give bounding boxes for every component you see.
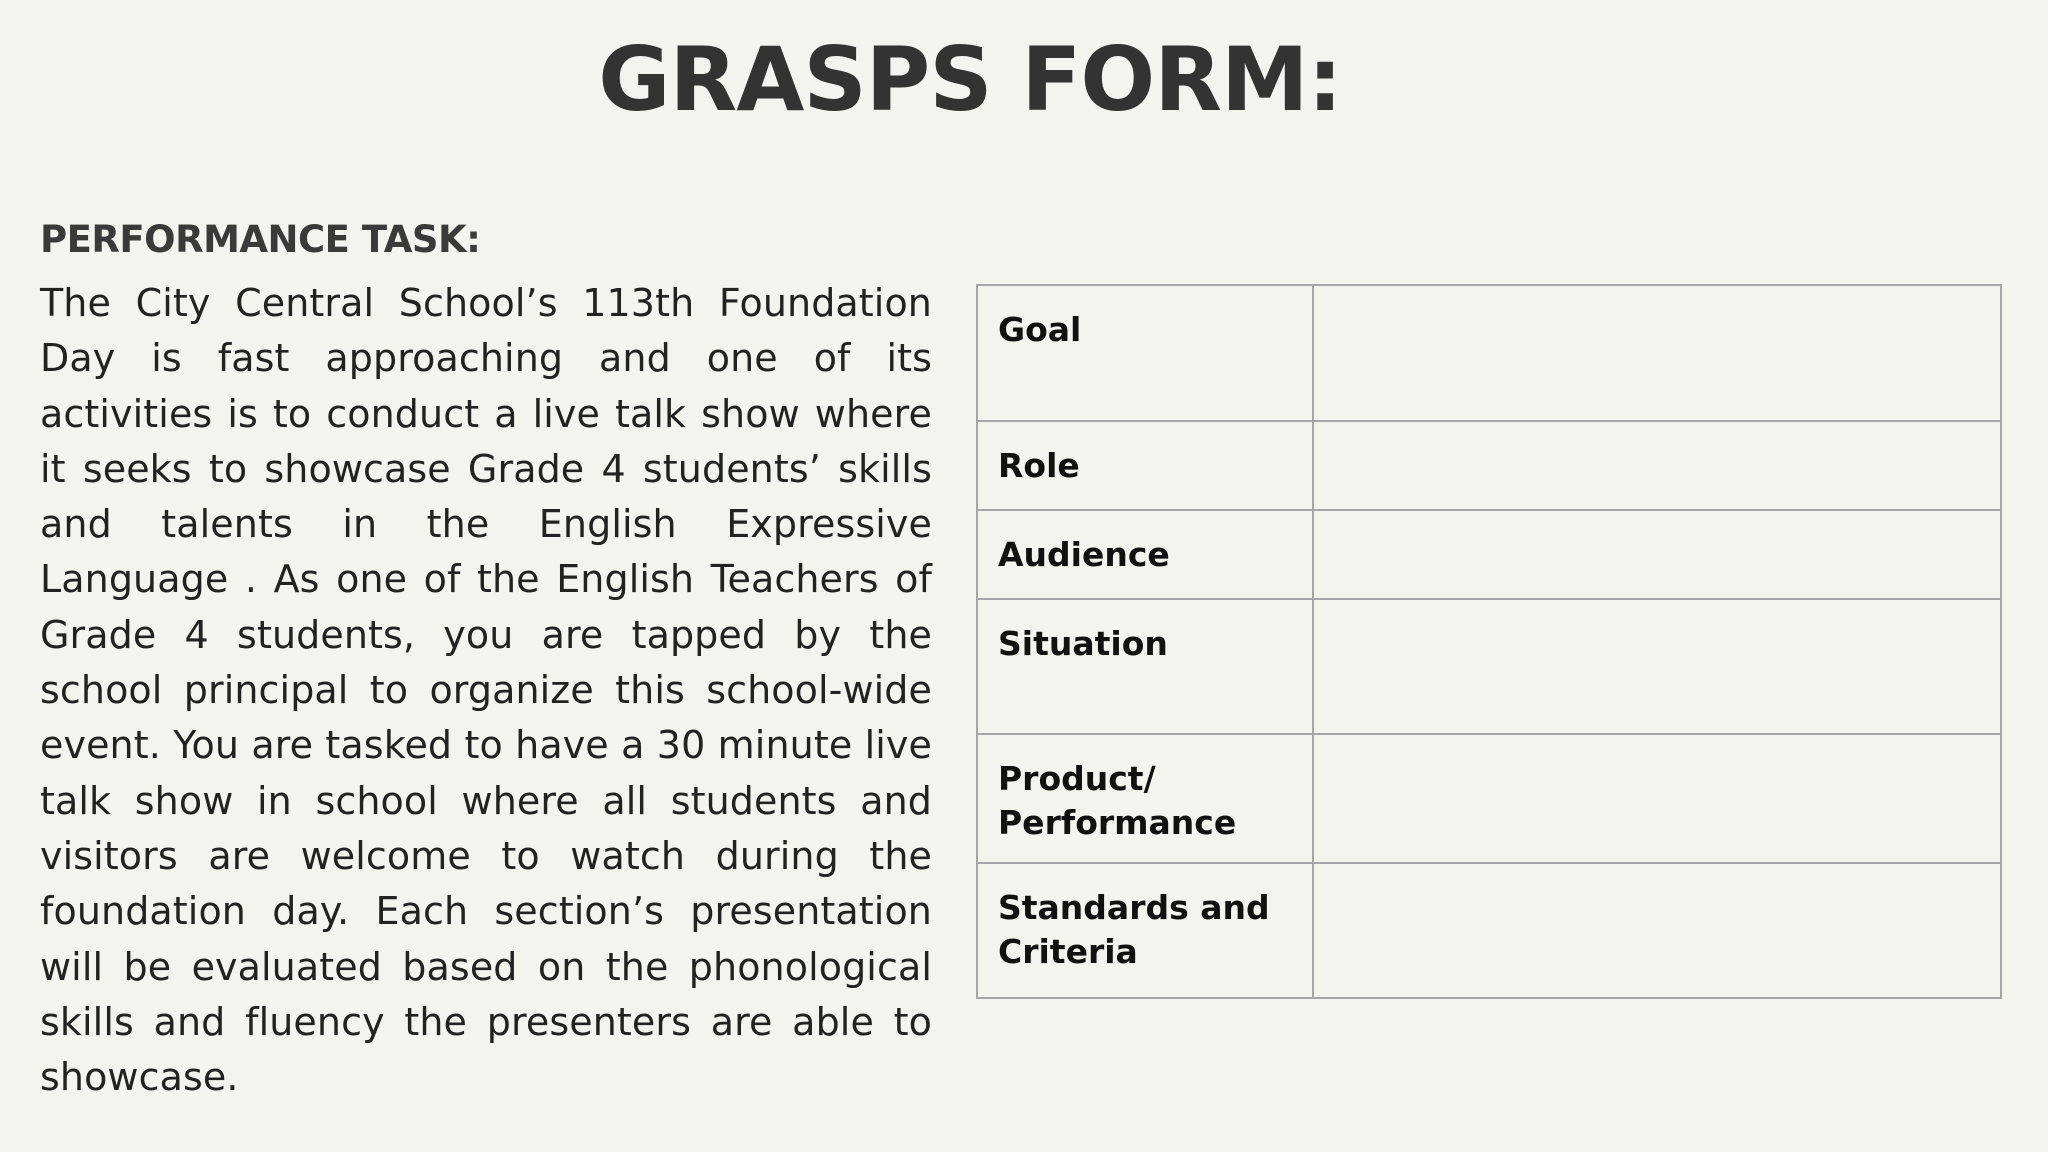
audience-label-line1: Audience [998, 535, 1170, 574]
role-label-line1: Role [998, 446, 1080, 485]
product-performance-label-line1: Product/ [998, 759, 1156, 798]
standards-criteria-label-line2: Criteria [998, 932, 1138, 971]
goal-label [977, 285, 1313, 421]
standards-criteria-label [977, 863, 1313, 998]
product-performance-label [977, 734, 1313, 863]
product-performance-label-line2: Performance [998, 803, 1237, 842]
performance-task-description: The City Central School’s 113th Foundation Day is fast approaching and one of its activities is to conduct a live talk show where it seeks to showcase Grade 4 students’ skills and talents in the English Expressive Language . As one of the English Teachers of Grade 4 students, you are tapped by the school principal to organize this school-wide event. You are tasked to have a 30 minute live talk show in school where all students and visitors are welcome to watch during the foundation day. Each section’s presentation will be evaluated based on the phonological skills and fluency the presenters are able to showcase. [40, 281, 932, 1100]
standards-criteria-label-line1: Standards and [998, 888, 1270, 927]
table-row-standards-criteria [977, 863, 2001, 998]
page-title: GRASPS FORM: [598, 28, 1342, 131]
table-row-product-performance [977, 734, 2001, 863]
situation-value[interactable] [1313, 599, 2001, 734]
grasps-table [976, 284, 2002, 999]
table-row-role [977, 421, 2001, 510]
goal-value[interactable] [1313, 285, 2001, 421]
role-value[interactable] [1313, 421, 2001, 510]
standards-criteria-value[interactable] [1313, 863, 2001, 998]
table-row-goal [977, 285, 2001, 421]
performance-task-heading: PERFORMANCE TASK: [40, 218, 481, 261]
goal-label-line1: Goal [998, 310, 1082, 349]
audience-label [977, 510, 1313, 599]
product-performance-value[interactable] [1313, 734, 2001, 863]
role-label [977, 421, 1313, 510]
table-row-audience [977, 510, 2001, 599]
situation-label-line1: Situation [998, 624, 1168, 663]
table-row-situation [977, 599, 2001, 734]
audience-value[interactable] [1313, 510, 2001, 599]
situation-label [977, 599, 1313, 734]
